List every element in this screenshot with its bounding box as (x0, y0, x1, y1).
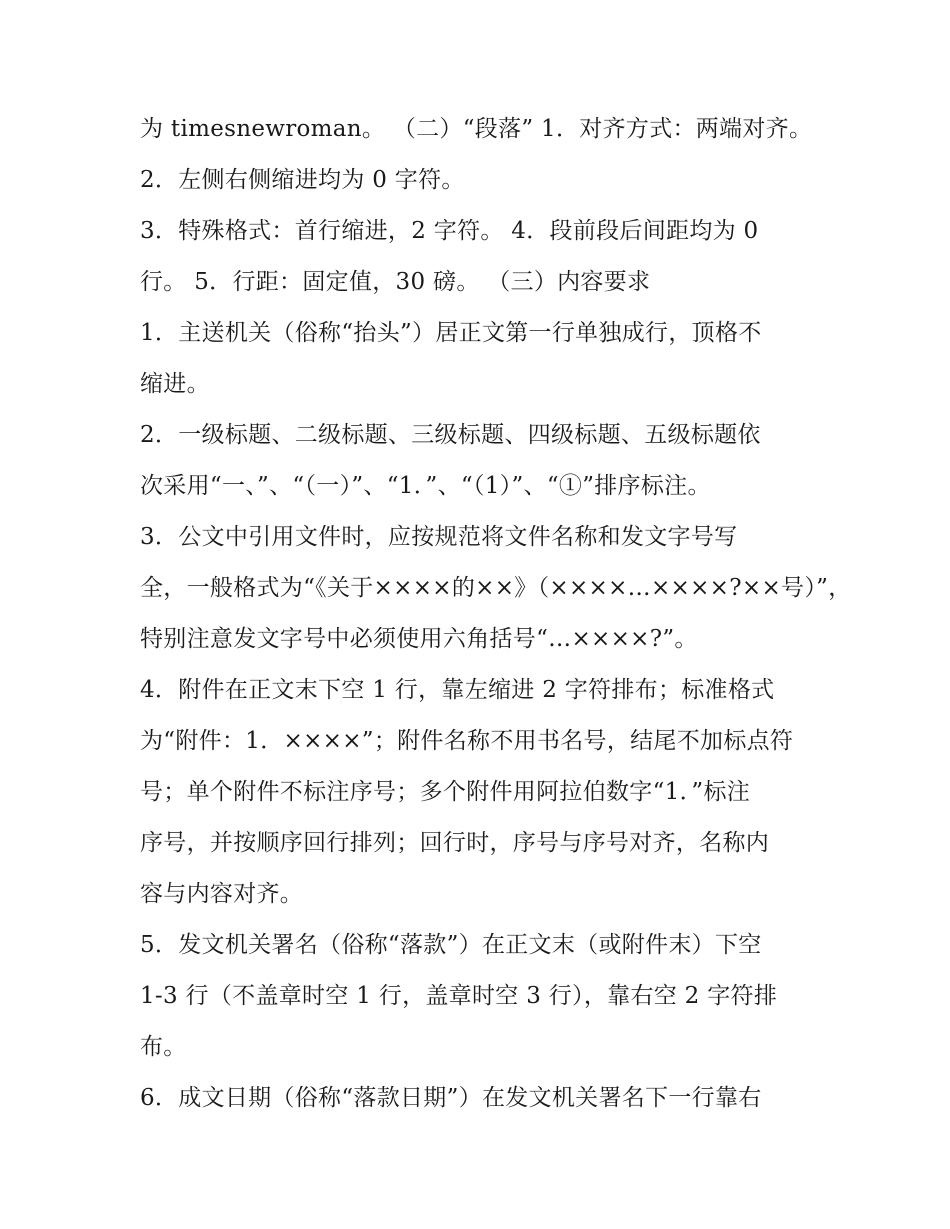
text-line: 1．主送机关（俗称“抬头”）居正文第一行单独成行，顶格不 (140, 320, 762, 346)
text-line: 为 timesnewroman。 （二）“段落” 1．对齐方式：两端对齐。 (140, 116, 813, 142)
text-line: 2．左侧右侧缩进均为 0 字符。 (140, 167, 465, 193)
text-line: 全，一般格式为“《关于××××的××》（××××…××××?××号）”， (140, 575, 852, 601)
text-line: 容与内容对齐。 (140, 881, 304, 907)
text-line: 1-3 行（不盖章时空 1 行，盖章时空 3 行），靠右空 2 字符排 (140, 983, 778, 1009)
text-line: 次采用“一、”、“（一）”、“1．”、“（1）”、“①”排序标注。 (140, 473, 711, 499)
text-line: 6．成文日期（俗称“落款日期”）在发文机关署名下一行靠右 (140, 1085, 762, 1111)
text-line: 行。 5．行距：固定值，30 磅。 （三）内容要求 (140, 269, 651, 295)
document-body (140, 104, 852, 1124)
text-line: 3．公文中引用文件时，应按规范将文件名称和发文字号写 (140, 524, 738, 550)
text-line: 2．一级标题、二级标题、三级标题、四级标题、五级标题依 (140, 422, 761, 448)
text-line: 5．发文机关署名（俗称“落款”）在正文末（或附件末）下空 (140, 932, 762, 958)
text-line: 3．特殊格式：首行缩进，2 字符。 4．段前段后间距均为 0 (140, 218, 759, 244)
text-line: 为“附件：1．××××”；附件名称不用书名号，结尾不加标点符 (140, 728, 794, 754)
text-line: 布。 (140, 1034, 187, 1060)
text-line: 缩进。 (140, 371, 210, 397)
text-line: 号；单个附件不标注序号；多个附件用阿拉伯数字“1．”标注 (140, 779, 751, 805)
text-line: 特别注意发文字号中必须使用六角括号“…××××?”。 (140, 626, 698, 652)
text-line: 序号，并按顺序回行排列；回行时，序号与序号对齐，名称内 (140, 830, 770, 856)
text-line: 4．附件在正文末下空 1 行，靠左缩进 2 字符排布；标准格式 (140, 677, 775, 703)
